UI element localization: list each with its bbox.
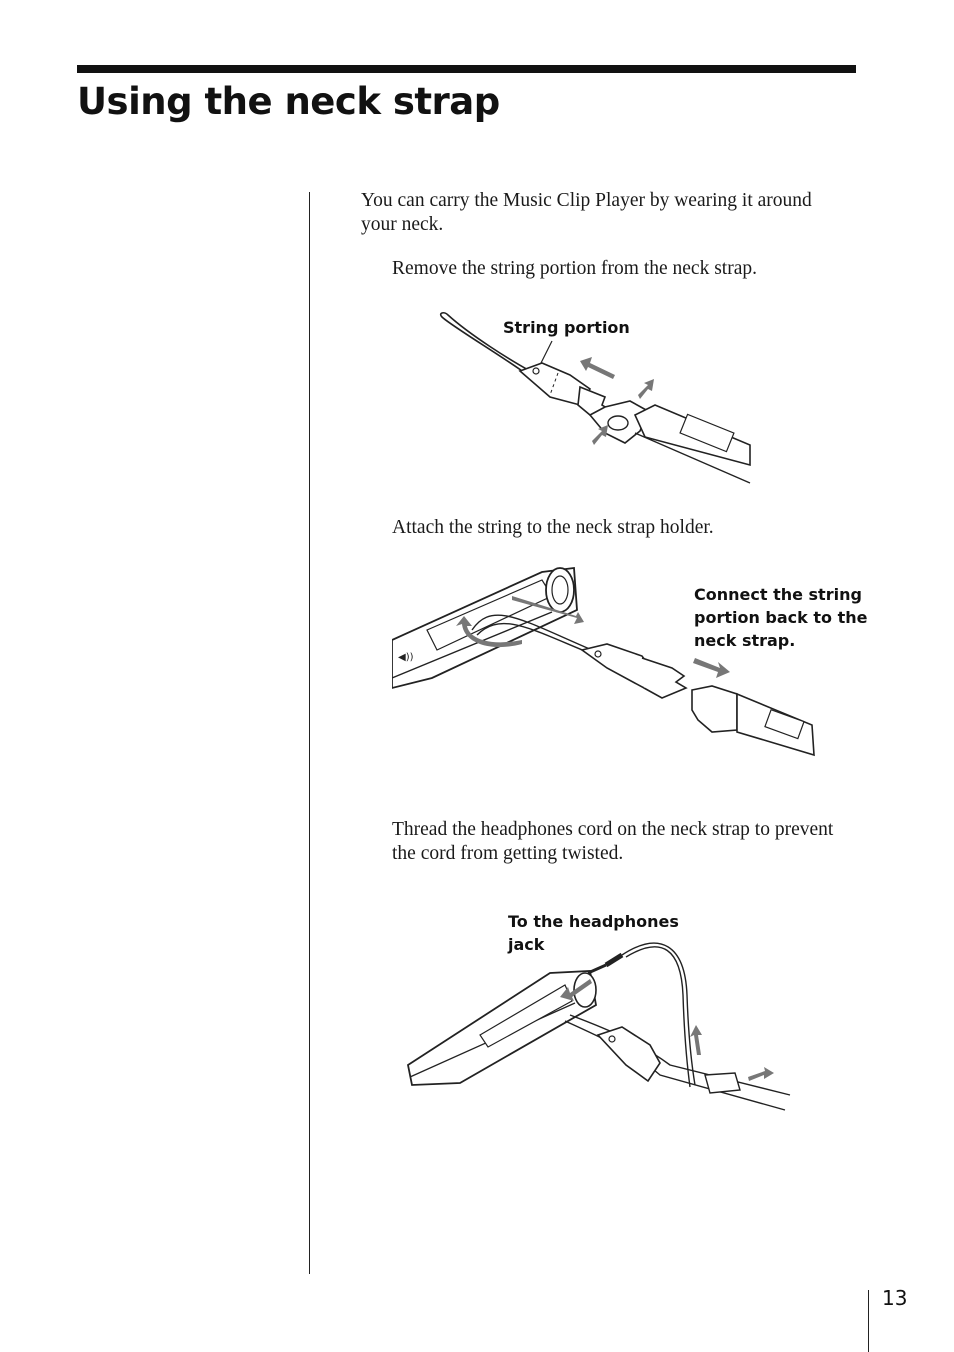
figure-attach-string (392, 560, 822, 765)
title-rule (77, 65, 856, 73)
page-title: Using the neck strap (77, 80, 500, 123)
page-number-rule (868, 1290, 869, 1352)
page-number: 13 (882, 1286, 908, 1310)
callout-connect-string: Connect the string portion back to the neck strap. (694, 585, 868, 650)
figure-thread-cord (400, 935, 795, 1120)
speaker-icon: ◀)) (398, 652, 414, 663)
step-2-text: Attach the string to the neck strap holder. (392, 517, 714, 538)
step-1-text: Remove the string portion from the neck strap. (392, 258, 757, 279)
callout-string-portion: String portion (503, 318, 630, 337)
step-3-text: Thread the headphones cord on the neck strap to prevent the cord from getting twisted. (392, 819, 834, 864)
column-divider (309, 192, 310, 1274)
callout-headphones-jack: To the headphones jack (508, 912, 679, 954)
figure-remove-string (430, 305, 760, 490)
intro-text: You can carry the Music Clip Player by wearing it around your neck. (361, 190, 812, 235)
